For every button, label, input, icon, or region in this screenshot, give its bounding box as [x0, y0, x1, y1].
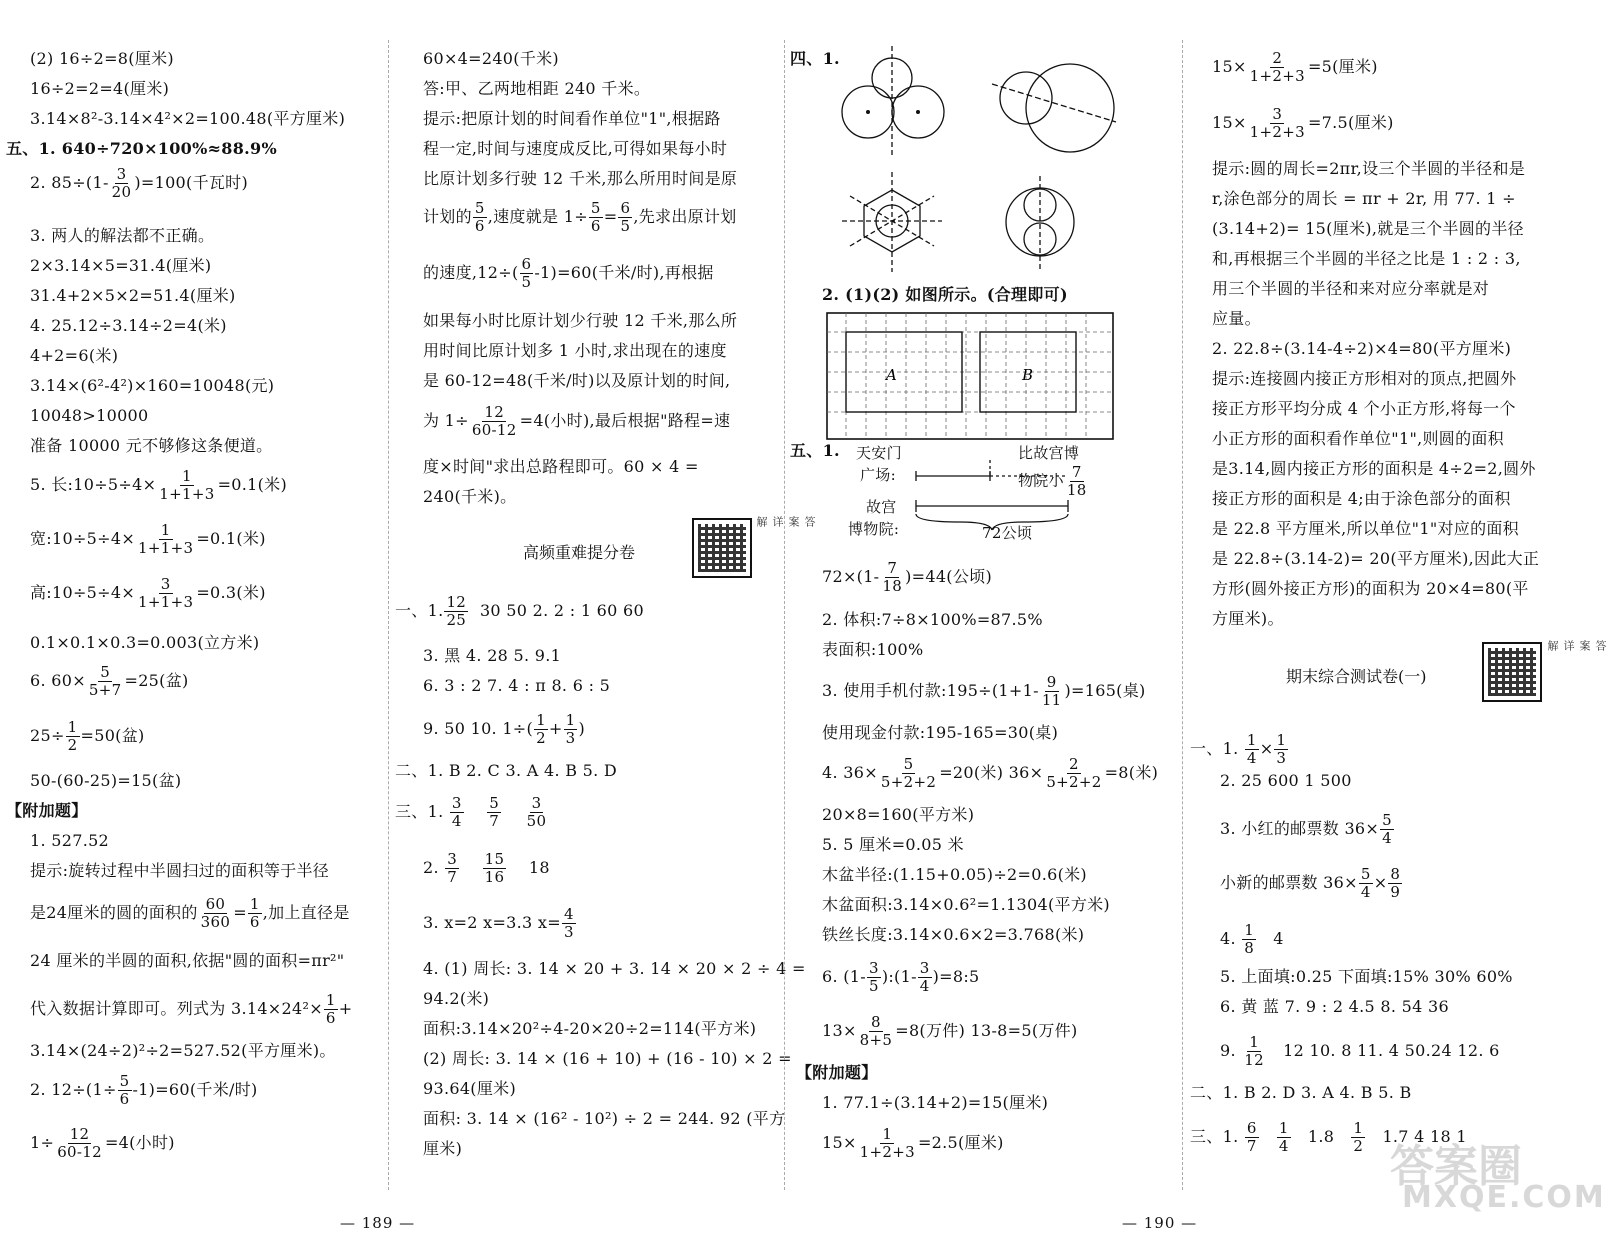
fraction: $\frac{3}{5}$: [868, 959, 879, 995]
text-line: 240(千米)。: [423, 487, 517, 506]
fraction: $\frac{8}{8+5}$: [859, 1013, 893, 1049]
text-line: 2. $\frac{3}{7}$ $\frac{15}{16}$ 18: [423, 850, 550, 886]
text-line: 60×4=240(千米): [423, 49, 559, 68]
fraction: $\frac{5}{4}$: [1382, 811, 1392, 847]
fraction: $\frac{4}{3}$: [563, 905, 574, 941]
hint-line: 提示:旋转过程中半圆扫过的面积等于半径: [30, 861, 330, 880]
text-line: 三、1. $\frac{3}{4}$ $\frac{5}{7}$ $\frac{3}{50}$: [395, 794, 547, 830]
fraction: $\frac{12}{60-12}$: [57, 1125, 102, 1161]
diagram-label: 广场:: [860, 466, 896, 484]
text-line: 24 厘米的半圆的面积,依据"圆的面积=πr²": [30, 951, 345, 970]
text-line: 计划的 $\frac{5}{6}$ ,速度就是 1÷ $\frac{5}{6}$ = $\frac{6}{5}$ ,先求出原计划: [423, 199, 737, 235]
text-line: 2. (1)(2) 如图所示。(合理即可): [822, 285, 1068, 304]
text-line: 72×(1- $\frac{7}{18}$ )=44(公顷): [822, 559, 992, 595]
hint-line: 提示:圆的周长=2πr,设三个半圆的半径和是: [1212, 159, 1526, 178]
text-line: 94.2(米): [423, 989, 490, 1008]
text-line: 如果每小时比原计划少行驶 12 千米,那么所: [423, 311, 738, 330]
section-title: 期末综合测试卷(一): [1286, 667, 1427, 686]
fraction: $\frac{1}{6}$: [325, 991, 336, 1027]
fraction: $\frac{12}{60-12}$: [471, 403, 517, 439]
fraction: $\frac{6}{5}$: [521, 255, 532, 291]
text-line: 和,再根据三个半圆的半径之比是 1 : 2 : 3,: [1212, 249, 1521, 268]
page-number: — 189 —: [340, 1214, 416, 1232]
fraction: $\frac{1}{3}$: [565, 711, 576, 747]
text-line: 16÷2=2=4(厘米): [30, 79, 170, 98]
text-line: 接正方形的面积是 4;由于涂色部分的面积: [1212, 489, 1511, 508]
text-line: 4. 36× $\frac{5}{5+2+2}$ =20(米) 36× $\frac{2}{5+2+2}$ =8(米): [822, 755, 1159, 791]
text-line: 3. x=2 x=3.3 x= $\frac{4}{3}$: [423, 905, 574, 941]
fraction: $\frac{1}{2}$: [536, 711, 546, 747]
qr-code-icon[interactable]: [1482, 642, 1542, 702]
text-line: 13× $\frac{8}{8+5}$ =8(万件) 13-8=5(万件): [822, 1013, 1078, 1049]
grid-label-b: B: [1022, 366, 1034, 384]
fraction: $\frac{1}{1+2+3}$: [859, 1125, 915, 1161]
fraction: $\frac{1}{6}$: [249, 895, 260, 931]
fraction: $\frac{60}{360}$: [200, 895, 231, 931]
diagram-label: 物院小 $\frac{7}{18}$: [1018, 463, 1087, 499]
text-line: 15× $\frac{1}{1+2+3}$ =2.5(厘米): [822, 1125, 1004, 1161]
qr-caption: 答案详解: [755, 516, 816, 527]
hint-line: 提示:连接圆内接正方形相对的顶点,把圆外: [1212, 369, 1517, 388]
text-line: 15× $\frac{3}{1+2+3}$ =7.5(厘米): [1212, 105, 1394, 141]
fraction: $\frac{5}{5+2+2}$: [880, 755, 937, 791]
fraction: $\frac{6}{5}$: [620, 199, 631, 235]
qr-caption: 答案详解: [1546, 640, 1607, 651]
text-line: 四、1.: [790, 49, 840, 68]
text-line: 3. 使用手机付款:195÷(1+1- $\frac{9}{11}$ )=165(桌): [822, 673, 1146, 709]
text-line: 程一定,时间与速度成反比,可得如果每小时: [423, 139, 728, 158]
text-line: 2. 12÷(1÷ $\frac{5}{6}$ -1)=60(千米/时): [30, 1072, 258, 1108]
text-line: 6. 3 : 2 7. 4 : π 8. 6 : 5: [423, 676, 611, 695]
text-line: 表面积:100%: [822, 640, 924, 659]
segment-diagram: [830, 440, 1170, 550]
text-line: 应量。: [1212, 309, 1261, 328]
text-line: 3.14×(6²-4²)×160=10048(元): [30, 376, 275, 395]
column-divider: [1182, 40, 1183, 1190]
text-line: 是 60-12=48(千米/时)以及原计划的时间,: [423, 371, 731, 390]
diagram-label: 72公顷: [982, 524, 1033, 542]
grid-figure: [826, 312, 1116, 442]
text-line: 4. $\frac{1}{8}$ 4: [1220, 921, 1284, 957]
text-line: 用时间比原计划多 1 小时,求出现在的速度: [423, 341, 727, 360]
text-line: 使用现金付款:195-165=30(桌): [822, 723, 1059, 742]
text-line: 9. $\frac{1}{12}$ 12 10. 8 11. 4 50.24 12. 6: [1220, 1033, 1500, 1069]
text-line: 1. 77.1÷(3.14+2)=15(厘米): [822, 1093, 1049, 1112]
text-line: 93.64(厘米): [423, 1079, 516, 1098]
text-line: 答:甲、乙两地相距 240 千米。: [423, 79, 651, 98]
fraction: $\frac{3}{4}$: [451, 794, 462, 830]
fraction: $\frac{15}{16}$: [484, 850, 505, 886]
text-line: 方形(圆外接正方形)的面积为 20×4=80(平: [1212, 579, 1529, 598]
text-line: 比原计划多行驶 12 千米,那么所用时间是原: [423, 169, 738, 188]
text-line: 二、1. B 2. C 3. A 4. B 5. D: [395, 761, 618, 780]
text-line: 1÷ $\frac{12}{60-12}$ =4(小时): [30, 1125, 175, 1161]
fraction: $\frac{1}{2}$: [67, 718, 78, 754]
fraction: $\frac{7}{18}$: [882, 559, 903, 595]
fraction: $\frac{1}{1+1+3}$: [159, 467, 215, 503]
section-heading: 【附加题】: [796, 1063, 878, 1082]
watermark: 答案圈: [1390, 1141, 1522, 1192]
diagram-label: 博物院:: [848, 520, 900, 538]
section-heading: 【附加题】: [6, 801, 88, 820]
text-line: 面积:3.14×20²÷4-20×20÷2=114(平方米): [423, 1019, 757, 1038]
fraction: $\frac{1}{8}$: [1244, 921, 1255, 957]
text-line: 6. (1- $\frac{3}{5}$ ):(1- $\frac{3}{4}$ )=8:5: [822, 959, 980, 995]
text-line: 准备 10000 元不够修这条便道。: [30, 436, 273, 455]
text-line: 用三个半圆的半径和来对应分率就是对: [1212, 279, 1490, 298]
text-line: 31.4+2×5×2=51.4(厘米): [30, 286, 236, 305]
text-line: 5. 5 厘米=0.05 米: [822, 835, 964, 854]
text-line: 一、1. $\frac{1}{4}$ × $\frac{1}{3}$: [1190, 731, 1287, 767]
fraction: $\frac{3}{7}$: [447, 850, 458, 886]
text-line: 是3.14,圆内接正方形的面积是 4÷2=2,圆外: [1212, 459, 1536, 478]
text-line: 高:10÷5÷4× $\frac{3}{1+1+3}$ =0.3(米): [30, 575, 266, 611]
text-line: 三、1. $\frac{6}{7}$ $\frac{1}{4}$ 1.8 $\frac{1}{2}$ 1.7 4 18 1: [1190, 1119, 1467, 1155]
fraction: $\frac{1}{4}$: [1246, 731, 1257, 767]
text-line: 是24厘米的圆的面积的 $\frac{60}{360}$ = $\frac{1}{6}$ ,加上直径是: [30, 895, 350, 931]
text-line: 为 1÷ $\frac{12}{60-12}$ =4(小时),最后根据"路程=速: [423, 403, 731, 439]
fraction: $\frac{3}{20}$: [111, 165, 132, 201]
hint-line: 提示:把原计划的时间看作单位"1",根据路: [423, 109, 721, 128]
text-line: 6. 黄 蓝 7. 9 : 2 4.5 8. 54 36: [1220, 997, 1449, 1016]
text-line: 一、1. $\frac{12}{25}$ 30 50 2. 2 : 1 60 60: [395, 593, 644, 629]
text-line: 3. 黑 4. 28 5. 9.1: [423, 646, 562, 665]
text-line: 3.14×(24÷2)²÷2=527.52(平方厘米)。: [30, 1041, 336, 1060]
text-line: 是 22.8 平方厘米,所以单位"1"对应的面积: [1212, 519, 1519, 538]
grid-label-a: A: [886, 366, 897, 384]
text-line: 面积: 3. 14 × (16² - 10²) ÷ 2 = 244. 92 (平方: [423, 1109, 786, 1128]
text-line: 10048>10000: [30, 406, 149, 425]
diagram-label: 比故宫博: [1018, 444, 1080, 462]
fraction: $\frac{5}{5+7}$: [88, 663, 122, 699]
text-line: 五、1.: [790, 441, 840, 460]
column-divider: [388, 40, 389, 1190]
text-line: r,涂色部分的周长 = πr + 2r, 用 77. 1 ÷: [1212, 189, 1516, 208]
page-number: — 190 —: [1122, 1214, 1198, 1232]
fraction: $\frac{3}{50}$: [526, 794, 547, 830]
text-line: 4. (1) 周长: 3. 14 × 20 + 3. 14 × 20 × 2 ÷ 4 =: [423, 959, 806, 978]
fraction: $\frac{1}{3}$: [1276, 731, 1287, 767]
fraction: $\frac{5}{6}$: [590, 199, 601, 235]
fraction: $\frac{6}{7}$: [1246, 1119, 1257, 1155]
diagram-label: 天安门: [856, 444, 902, 462]
text-line: 方厘米)。: [1212, 609, 1284, 628]
text-line: 接正方形平均分成 4 个小正方形,将每一个: [1212, 399, 1516, 418]
text-line: 的速度,12÷( $\frac{6}{5}$ -1)=60(千米/时),再根据: [423, 255, 714, 291]
fraction: $\frac{2}{1+2+3}$: [1249, 49, 1305, 85]
fraction: $\frac{3}{1+2+3}$: [1249, 105, 1305, 141]
text-line: 6. 60× $\frac{5}{5+7}$ =25(盆): [30, 663, 189, 699]
fraction: $\frac{5}{7}$: [489, 794, 500, 830]
symmetry-figures: [830, 40, 1170, 280]
text-line: (3.14+2)= 15(厘米),就是三个半圆的半径: [1212, 219, 1524, 238]
text-line: 1. 527.52: [30, 831, 110, 850]
text-line: 2. 25 600 1 500: [1220, 771, 1352, 790]
text-line: 2×3.14×5=31.4(厘米): [30, 256, 212, 275]
text-line: 二、1. B 2. D 3. A 4. B 5. B: [1190, 1083, 1412, 1102]
text-line: 小新的邮票数 36× $\frac{5}{4}$ × $\frac{8}{9}$: [1220, 865, 1401, 901]
text-line: 50-(60-25)=15(盆): [30, 771, 182, 790]
text-line: 2. 85÷(1- $\frac{3}{20}$ )=100(千瓦时): [30, 165, 249, 201]
qr-code-icon[interactable]: [692, 518, 752, 578]
text-line: 2. 22.8÷(3.14-4÷2)×4=80(平方厘米): [1212, 339, 1512, 358]
text-line: 宽:10÷5÷4× $\frac{1}{1+1+3}$ =0.1(米): [30, 521, 266, 557]
section-title: 高频重难提分卷: [523, 543, 636, 562]
text-line: 5. 上面填:0.25 下面填:15% 30% 60%: [1220, 967, 1513, 986]
text-line: 代入数据计算即可。列式为 3.14×24²× $\frac{1}{6}$ +: [30, 991, 353, 1027]
fraction: $\frac{2}{5+2+2}$: [1046, 755, 1102, 791]
text-line: 20×8=160(平方米): [822, 805, 975, 824]
fraction: $\frac{9}{11}$: [1041, 673, 1062, 709]
text-line: 度×时间"求出总路程即可。60 × 4 =: [423, 457, 699, 476]
text-line: 木盆面积:3.14×0.6²=1.1304(平方米): [822, 895, 1110, 914]
fraction: $\frac{12}{25}$: [446, 593, 467, 629]
diagram-label: 故宫: [866, 498, 897, 516]
fraction: $\frac{5}{6}$: [119, 1072, 130, 1108]
text-line: 五、1. 640÷720×100%≈88.9%: [6, 139, 277, 158]
fraction: $\frac{3}{4}$: [919, 959, 930, 995]
text-line: 5. 长:10÷5÷4× $\frac{1}{1+1+3}$ =0.1(米): [30, 467, 287, 503]
text-line: 15× $\frac{2}{1+2+3}$ =5(厘米): [1212, 49, 1378, 85]
text-line: 厘米): [423, 1139, 463, 1158]
text-line: 4+2=6(米): [30, 346, 119, 365]
fraction: $\frac{1}{2}$: [1353, 1119, 1364, 1155]
text-line: 小正方形的面积看作单位"1",则圆的面积: [1212, 429, 1504, 448]
text-line: 0.1×0.1×0.3=0.003(立方米): [30, 633, 260, 652]
text-line: 3. 两人的解法都不正确。: [30, 226, 215, 245]
text-line: 铁丝长度:3.14×0.6×2=3.768(米): [822, 925, 1085, 944]
fraction: $\frac{5}{6}$: [474, 199, 485, 235]
fraction: $\frac{8}{9}$: [1390, 865, 1401, 901]
text-line: 9. 50 10. 1÷( $\frac{1}{2}$ + $\frac{1}{3}$ ): [423, 711, 586, 747]
text-line: (2) 16÷2=8(厘米): [30, 49, 174, 68]
text-line: 木盆半径:(1.15+0.05)÷2=0.6(米): [822, 865, 1087, 884]
text-line: 25÷ $\frac{1}{2}$ =50(盆): [30, 718, 145, 754]
fraction: $\frac{1}{4}$: [1278, 1119, 1289, 1155]
fraction: $\frac{3}{1+1+3}$: [138, 575, 194, 611]
watermark-url: MXQE.COM: [1402, 1180, 1606, 1215]
fraction: $\frac{1}{1+1+3}$: [138, 521, 194, 557]
text-line: 3.14×8²-3.14×4²×2=100.48(平方厘米): [30, 109, 346, 128]
text-line: 是 22.8÷(3.14-2)= 20(平方厘米),因此大正: [1212, 549, 1540, 568]
fraction: $\frac{5}{4}$: [1360, 865, 1371, 901]
text-line: 4. 25.12÷3.14÷2=4(米): [30, 316, 227, 335]
text-line: 2. 体积:7÷8×100%=87.5%: [822, 610, 1043, 629]
fraction: $\frac{1}{12}$: [1244, 1033, 1264, 1069]
column-divider: [784, 40, 785, 1190]
text-line: (2) 周长: 3. 14 × (16 + 10) + (16 - 10) × 2 =: [423, 1049, 792, 1068]
text-line: 3. 小红的邮票数 36× $\frac{5}{4}$: [1220, 811, 1392, 847]
